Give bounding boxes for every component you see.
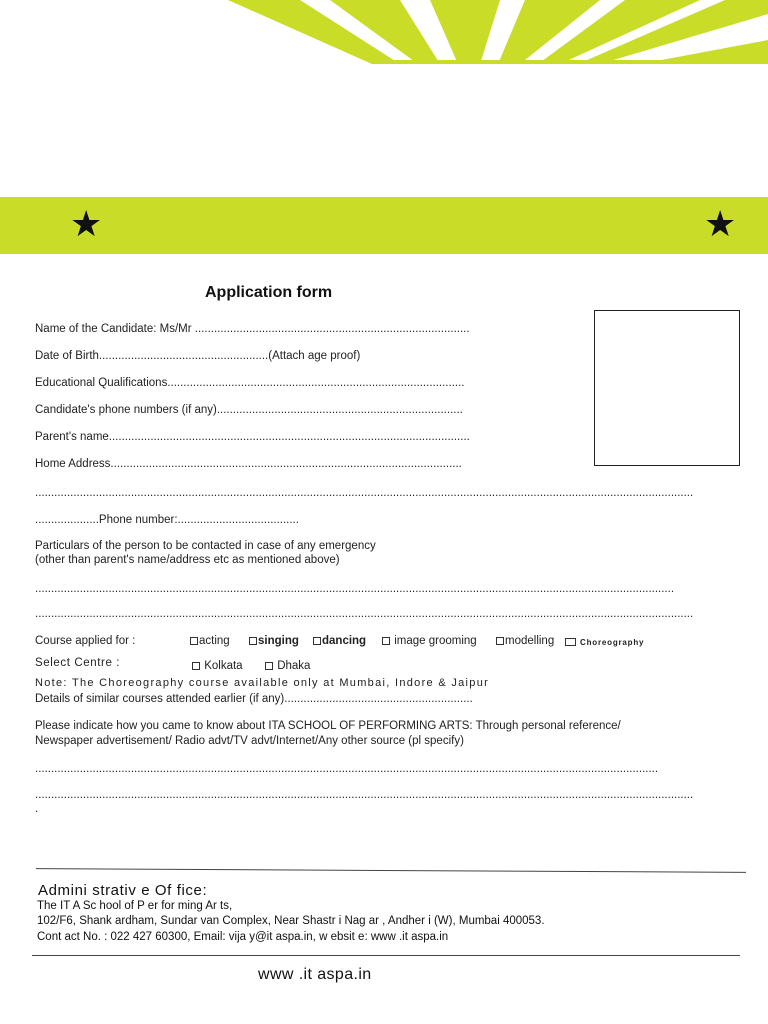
header-band (0, 197, 768, 254)
sunburst-decoration (0, 0, 768, 64)
phone-number-field[interactable]: ....................Phone number:...................................... (35, 514, 299, 526)
sunburst-base (372, 60, 768, 64)
checkbox-icon[interactable] (190, 637, 198, 645)
emergency-line[interactable]: ........................................................................................................................................................................................................ (35, 583, 675, 595)
course-option-acting[interactable]: acting (190, 634, 230, 648)
centre-option-kolkata[interactable]: Kolkata (192, 659, 243, 673)
checkbox-icon[interactable] (265, 662, 273, 670)
centre-option-dhaka[interactable]: Dhaka (265, 659, 310, 673)
star-icon: ★ (70, 204, 103, 245)
address-field[interactable]: Home Address.............................................................................................................. (35, 458, 462, 470)
admin-address-line: 102/F6, Shank ardham, Sundar van Complex, Near Shastr i Nag ar , Andher i (W), Mumbai 400053. (37, 915, 545, 927)
centre-label: Select Centre : (35, 657, 121, 669)
emergency-line[interactable]: .............................................................................................................................................................................................................. (35, 608, 694, 620)
checkbox-icon[interactable] (192, 662, 200, 670)
footer-bottom-rule (32, 955, 740, 956)
dob-field[interactable]: Date of Birth.....................................................(Attach age proof) (35, 350, 361, 362)
checkbox-icon[interactable] (313, 637, 321, 645)
emergency-label: Particulars of the person to be contacted in case of any emergency (35, 540, 376, 552)
photo-box (594, 310, 740, 466)
checkbox-icon[interactable] (496, 637, 504, 645)
form-title: Application form (205, 284, 333, 301)
source-question-cont: Newspaper advertisement/ Radio advt/TV advt/Internet/Any other source (pl specify) (35, 735, 464, 747)
education-field[interactable]: Educational Qualifications............................................................................................. (35, 377, 465, 389)
similar-courses-field[interactable]: Details of similar courses attended earlier (if any)........................................................... (35, 693, 473, 705)
parent-name-field[interactable]: Parent's name................................................................................................................. (35, 431, 470, 443)
checkbox-icon[interactable] (565, 638, 576, 646)
address-continuation-line[interactable]: .............................................................................................................................................................................................................. (35, 487, 694, 499)
choreography-note: Note: The Choreography course available only at Mumbai, Indore & Jaipur (35, 677, 490, 689)
course-option-dancing[interactable]: dancing (313, 634, 366, 648)
course-option-image-grooming[interactable]: image grooming (382, 634, 477, 648)
candidate-name-field[interactable]: Name of the Candidate: Ms/Mr ...................................................................................... (35, 323, 470, 335)
source-line[interactable]: .............................................................................................................................................................................................................. (35, 789, 694, 801)
checkbox-icon[interactable] (249, 637, 257, 645)
course-option-modelling[interactable]: modelling (496, 634, 554, 648)
footer-top-rule (36, 868, 746, 873)
source-line: . (35, 803, 39, 815)
sunburst-ray (430, 0, 500, 64)
checkbox-icon[interactable] (382, 637, 390, 645)
admin-address-line: The IT A Sc hool of P er for ming Ar ts, (37, 900, 233, 912)
star-icon: ★ (704, 204, 737, 245)
phone-field[interactable]: Candidate's phone numbers (if any)............................................................................. (35, 404, 463, 416)
course-option-singing[interactable]: singing (249, 634, 299, 648)
emergency-sublabel: (other than parent's name/address etc as mentioned above) (35, 554, 340, 566)
admin-contact-line: Cont act No. : 022 427 60300, Email: vija y@it aspa.in, w ebsit e: www .it aspa.in (37, 931, 449, 943)
course-option-choreography[interactable]: Choreography (565, 636, 644, 650)
website-link[interactable]: www .it aspa.in (258, 966, 372, 983)
source-line[interactable]: ................................................................................................................................................................................................... (35, 763, 659, 775)
source-question: Please indicate how you came to know about ITA SCHOOL OF PERFORMING ARTS: Through personal reference/ (35, 720, 621, 732)
course-label: Course applied for : (35, 635, 136, 647)
admin-office-title: Admini strativ e Of fice: (38, 882, 208, 899)
